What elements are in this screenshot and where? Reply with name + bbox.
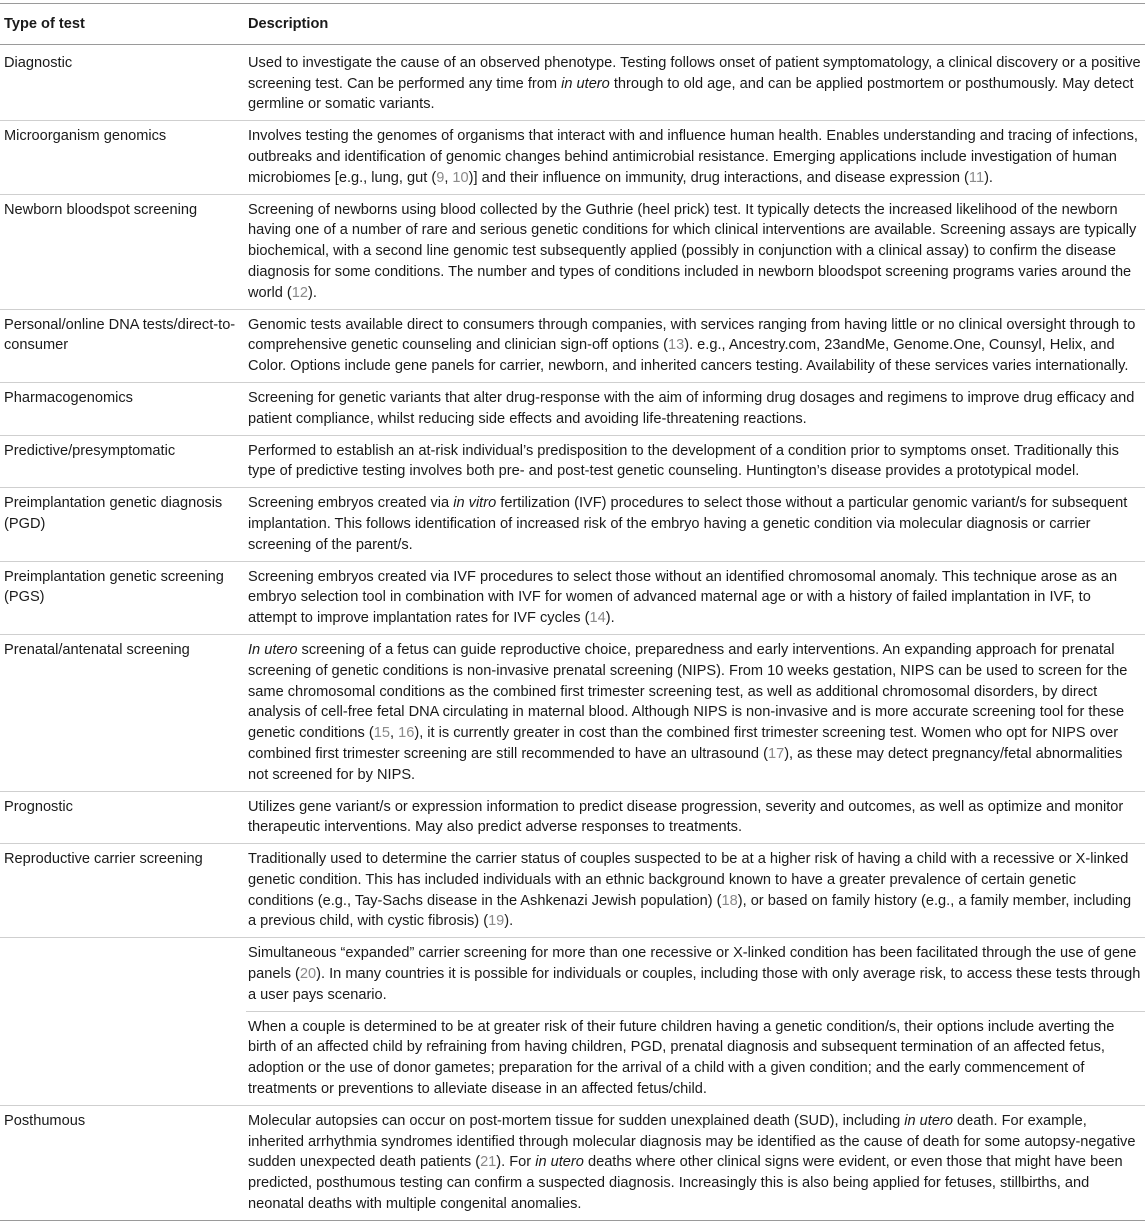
table-row — [0, 938, 1145, 1011]
text: ), as these may detect pregnancy/fetal abnormalities not screened for by NIPS. — [248, 745, 1123, 783]
table-header-row — [0, 4, 1145, 45]
table-row — [0, 382, 1145, 435]
text: )] and their influence on immunity, drug interactions, and disease expression ( — [468, 169, 969, 186]
text: Involves testing the genomes of organisms that interact with and influence human health. Enables understanding and tracing of infections, outbreaks and identification of genomic changes behind antimicrobial resistance. Emerging applications include investigation of human microbiomes [e.g., lung, gut ( — [248, 128, 1138, 186]
description-prognostic — [246, 791, 1145, 844]
table-row — [0, 121, 1145, 194]
test-type-microorganism-genomics: Microorganism genomics — [0, 121, 246, 194]
test-type-prognostic: Prognostic — [0, 791, 246, 844]
description-prenatal — [246, 634, 1145, 791]
test-type-direct-to-consumer: Personal/online DNA tests/direct-to-consumer — [0, 309, 246, 382]
table-row — [0, 634, 1145, 791]
text: ). — [504, 913, 514, 930]
text: Molecular autopsies can occur on post-mortem tissue for sudden unexplained death (SUD), including — [248, 1112, 905, 1129]
table-row — [0, 561, 1145, 634]
table-row — [0, 44, 1145, 120]
table-row — [0, 435, 1145, 488]
text: When a couple is determined to be at greater risk of their future children having a genetic condition/s, their options include averting the birth of an affected child by refraining from having children, PGD, prenatal diagnosis and subsequent termination of an affected fetus, adoption or the use of donor gametes; preparation for the arrival of a child with a given condition; and the early commencement of treatments or preventions to alleviate disease in an affected fetus/child. — [248, 1018, 1115, 1098]
text: deaths where other clinical signs were evident, or even those that might have been predicted, posthumous testing can confirm a suspected diagnosis. Increasingly this is also being applied for fetuses, stillbirths, and neonatal deaths with multiple congenital anomalies. — [248, 1154, 1123, 1213]
table-row — [0, 1011, 1145, 1105]
description-direct-to-consumer — [246, 309, 1145, 382]
text: ). — [605, 610, 615, 627]
table-row — [0, 1105, 1145, 1220]
table-row — [0, 791, 1145, 844]
reference-link[interactable]: 12 — [291, 284, 309, 301]
italic-term: in utero — [904, 1112, 953, 1129]
test-type-posthumous: Posthumous — [0, 1105, 246, 1220]
reference-link[interactable]: 16 — [398, 725, 415, 742]
reference-link[interactable]: 9 — [436, 169, 445, 186]
test-type-reproductive-carrier: Reproductive carrier screening — [0, 844, 246, 938]
text: Simultaneous “expanded” carrier screening for more than one recessive or X-linked condition has been facilitated through the use of gene panels ( — [248, 945, 1137, 983]
text: death. For example, inherited arrhythmia syndromes identified through molecular diagnosis may be identified as the cause of death for some autopsy-negative sudden unexpected death patients ( — [248, 1112, 1136, 1171]
table-row — [0, 488, 1145, 561]
text: screening of a fetus can guide reproductive choice, preparedness and early interventions. An expanding approach for prenatal screening of genetic conditions is non-invasive prenatal screening (NIPS). From 10 weeks gestation, NIPS can be used to screen for the same chromosomal conditions as the combined first trimester screening test, as well as additional chromosomal disorders, by direct analysis of cell-free fetal DNA circulating in maternal blood. Although NIPS is non-invasive and is more accurate screening tool for these genetic conditions ( — [248, 641, 1128, 742]
text: Traditionally used to determine the carrier status of couples suspected to be at a higher risk of having a child with a recessive or X-linked genetic condition. This has included individuals with an ethnic background known to have a greater prevalence of certain genetic conditions (e.g., Tay-Sachs disease in the Ashkenazi Jewish population) ( — [248, 851, 1129, 909]
text: ). — [308, 284, 317, 301]
table-row — [0, 194, 1145, 309]
text: ), or based on family history (e.g., a family member, including a previous child, with cystic fibrosis) ( — [248, 892, 1132, 930]
reference-link[interactable]: 15 — [373, 725, 390, 742]
table-row — [0, 309, 1145, 382]
header-description: Description — [246, 4, 1145, 45]
text: Utilizes gene variant/s or expression information to predict disease progression, severity and outcomes, as well as optimize and monitor therapeutic interventions. May also predict adverse responses to treatments. — [248, 798, 1124, 836]
reference-link[interactable]: 17 — [767, 745, 785, 762]
text: , — [389, 725, 399, 742]
text: Screening embryos created via — [248, 495, 454, 512]
description-posthumous — [246, 1105, 1145, 1220]
text: ). e.g., Ancestry.com, 23andMe, Genome.One, Counsyl, Helix, and Color. Options include gene panels for carrier, newborn, and inherited cancers testing. Availability of these services varies internationally. — [248, 337, 1129, 375]
italic-term: in vitro — [453, 495, 497, 512]
table-row — [0, 844, 1145, 938]
test-type-pharmacogenomics: Pharmacogenomics — [0, 382, 246, 435]
text: ). For — [496, 1154, 536, 1171]
description-pgd — [246, 488, 1145, 561]
text: ). — [984, 169, 993, 186]
test-type-diagnostic: Diagnostic — [0, 44, 246, 120]
empty-cell — [0, 938, 246, 1011]
text: , — [444, 169, 453, 186]
reference-link[interactable]: 18 — [721, 892, 738, 909]
text: fertilization (IVF) procedures to select those without a particular genomic variant/s for subsequent implantation. This follows identification of increased risk of the embryo having a genetic condition via molecular diagnosis or carrier screening of the parent/s. — [248, 495, 1128, 553]
empty-cell — [0, 1011, 246, 1105]
text: Screening of newborns using blood collected by the Guthrie (heel prick) test. It typically detects the increased likelihood of the newborn having one of a number of rare and serious genetic conditions for which clinical interventions are available. Screening assays are typically biochemical, with a second line genomic test subsequently applied (possibly in conjunction with a clinical assay) to confirm the disease diagnosis for some conditions. The number and types of conditions included in newborn bloodspot screening programs varies around the world ( — [248, 201, 1137, 301]
reference-link[interactable]: 10 — [452, 169, 469, 186]
description-diagnostic — [246, 44, 1145, 120]
reference-link[interactable]: 13 — [667, 337, 685, 354]
test-type-pgs: Preimplantation genetic screening (PGS) — [0, 561, 246, 634]
description-pharmacogenomics — [246, 382, 1145, 435]
reference-link[interactable]: 14 — [589, 610, 606, 627]
test-type-prenatal: Prenatal/antenatal screening — [0, 634, 246, 791]
description-microorganism-genomics — [246, 121, 1145, 194]
description-reproductive-carrier-p1 — [246, 844, 1145, 938]
header-type-of-test: Type of test — [0, 4, 246, 45]
reference-link[interactable]: 19 — [488, 913, 505, 930]
description-predictive — [246, 435, 1145, 488]
italic-term: in utero — [535, 1154, 584, 1171]
text: ), it is currently greater in cost than the combined first trimester screening test. Women who opt for NIPS over combined first trimester screening are still recommended to have an ultrasound ( — [248, 725, 1119, 762]
text: Used to investigate the cause of an observed phenotype. Testing follows onset of patient symptomatology, a clinical discovery or a positive screening test. Can be performed any time from — [248, 54, 1141, 92]
reference-link[interactable]: 11 — [968, 169, 985, 186]
italic-term: In utero — [248, 641, 298, 658]
text: Genomic tests available direct to consumers through companies, with services ranging from having little or no clinical oversight through to comprehensive genetic counseling and clinician sign-off options ( — [248, 316, 1136, 354]
test-type-pgd: Preimplantation genetic diagnosis (PGD) — [0, 488, 246, 561]
test-type-predictive: Predictive/presymptomatic — [0, 435, 246, 488]
text: Performed to establish an at-risk individual’s predisposition to the development of a condition prior to symptoms onset. Traditionally this type of predictive testing involves both pre- and post-test genetic counseling. Huntington’s disease provides a prototypical model. — [248, 442, 1119, 480]
description-reproductive-carrier-p2 — [246, 938, 1145, 1011]
text: Screening embryos created via IVF procedures to select those without an identified chromosomal anomaly. This technique arose as an embryo selection tool in combination with IVF for women of advanced maternal age or with a history of failed implantation in IVF, to attempt to improve implantation rates for IVF cycles ( — [248, 568, 1118, 627]
reference-link[interactable]: 20 — [299, 966, 317, 983]
description-reproductive-carrier-p3 — [246, 1011, 1145, 1105]
description-newborn-bloodspot — [246, 194, 1145, 309]
test-type-newborn-bloodspot: Newborn bloodspot screening — [0, 194, 246, 309]
italic-term: in utero — [561, 75, 610, 92]
text: through to old age, and can be applied postmortem or posthumously. May detect germline or somatic variants. — [248, 75, 1134, 113]
description-pgs — [246, 561, 1145, 634]
text: Screening for genetic variants that alter drug-response with the aim of informing drug dosages and regimens to improve drug efficacy and patient compliance, whilst reducing side effects and avoiding life-threatening reactions. — [248, 389, 1135, 427]
reference-link[interactable]: 21 — [480, 1154, 497, 1171]
text: ). In many countries it is possible for individuals or couples, including those with only average risk, to access these tests through a user pays scenario. — [248, 966, 1141, 1003]
genomic-tests-table — [0, 3, 1145, 1221]
